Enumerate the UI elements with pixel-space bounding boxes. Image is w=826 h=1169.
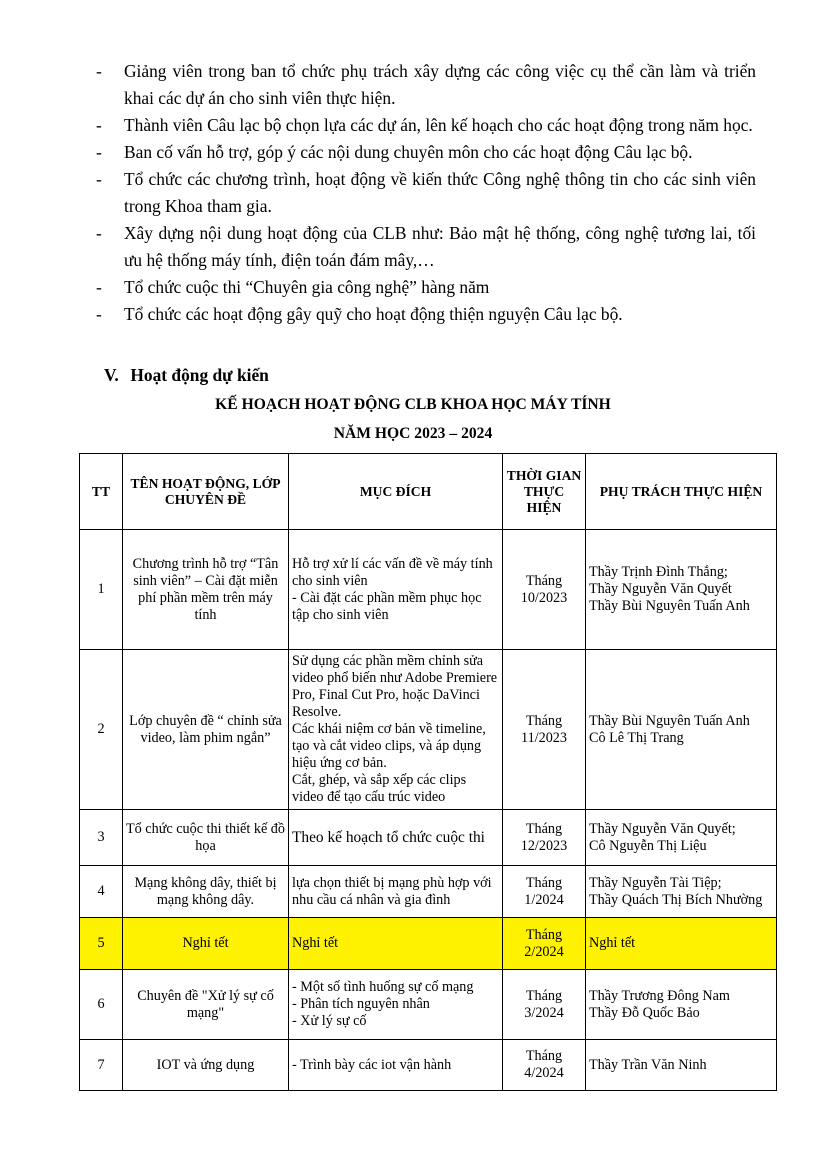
table-row: [80, 530, 777, 650]
table-row: [80, 650, 777, 810]
cell-owner: Nghỉ tết: [586, 918, 777, 970]
bullet-item: - Tổ chức cuộc thi “Chuyên gia công nghệ” hàng năm: [96, 277, 490, 297]
plan-year: NĂM HỌC 2023 – 2024: [333, 425, 493, 442]
cell-activity: IOT và ứng dụng: [123, 1040, 289, 1091]
cell-tt: 5: [80, 918, 123, 970]
table-header-row: [80, 454, 777, 530]
cell-activity: Lớp chuyên đề “ chỉnh sửa video, làm phim ngắn”: [123, 650, 289, 810]
cell-owner: Thầy Trần Văn Ninh: [586, 1040, 777, 1091]
header-activity: TÊN HOẠT ĐỘNG, LỚP CHUYÊN ĐỀ: [123, 454, 289, 530]
cell-activity: Nghỉ tết: [123, 918, 289, 970]
plan-title: KẾ HOẠCH HOẠT ĐỘNG CLB KHOA HỌC MÁY TÍNH: [215, 396, 611, 413]
bullet-item: - Giảng viên trong ban tổ chức phụ trách xây dựng các công việc cụ thể cần làm và triển khai các dự án cho sinh viên thực hiện.: [96, 61, 756, 108]
cell-purpose: - Trình bày các iot vận hành: [289, 1040, 503, 1091]
header-owner: PHỤ TRÁCH THỰC HIỆN: [586, 454, 777, 530]
cell-tt: 1: [80, 530, 123, 650]
bullet-item: - Ban cố vấn hỗ trợ, góp ý các nội dung chuyên môn cho các hoạt động Câu lạc bộ.: [96, 142, 693, 162]
cell-time: Tháng 10/2023: [503, 530, 586, 650]
cell-purpose: Theo kế hoạch tổ chức cuộc thi: [289, 810, 503, 866]
table-row: [80, 970, 777, 1040]
bullet-list: [96, 58, 756, 328]
cell-owner: Thầy Bùi Nguyên Tuấn Anh Cô Lê Thị Trang: [586, 650, 777, 810]
activity-plan-table: [79, 453, 777, 1091]
table-row: [80, 810, 777, 866]
cell-time: Tháng 3/2024: [503, 970, 586, 1040]
cell-activity: Mạng không dây, thiết bị mạng không dây.: [123, 866, 289, 918]
cell-time: Tháng 2/2024: [503, 918, 586, 970]
cell-owner: Thầy Nguyễn Tài Tiệp; Thầy Quách Thị Bích Nhường: [586, 866, 777, 918]
cell-time: Tháng 1/2024: [503, 866, 586, 918]
cell-purpose: Sử dụng các phần mềm chỉnh sửa video phổ biến như Adobe Premiere Pro, Final Cut Pro, hoặc DaVinci Resolve. Các khái niệm cơ bản về timeline, tạo và cắt video clips, và áp dụng hiệu ứng cơ bản. Cắt, ghép, và sắp xếp các clips video để tạo cấu trúc video: [289, 650, 503, 810]
bullet-item: - Tổ chức các chương trình, hoạt động về kiến thức Công nghệ thông tin cho các sinh viên trong Khoa tham gia.: [96, 169, 756, 216]
cell-activity: Tổ chức cuộc thi thiết kế đồ họa: [123, 810, 289, 866]
cell-activity: Chương trình hỗ trợ “Tân sinh viên” – Cài đặt miễn phí phần mềm trên máy tính: [123, 530, 289, 650]
cell-tt: 4: [80, 866, 123, 918]
cell-purpose: lựa chọn thiết bị mạng phù hợp với nhu cầu cá nhân và gia đình: [289, 866, 503, 918]
header-tt: TT: [80, 454, 123, 530]
bullet-item: - Xây dựng nội dung hoạt động của CLB như: Bảo mật hệ thống, công nghệ tương lai, tối ưu hệ thống máy tính, điện toán đám mây,…: [96, 223, 756, 270]
cell-tt: 3: [80, 810, 123, 866]
cell-tt: 2: [80, 650, 123, 810]
header-time: THỜI GIAN THỰC HIỆN: [503, 454, 586, 530]
cell-time: Tháng 11/2023: [503, 650, 586, 810]
cell-time: Tháng 12/2023: [503, 810, 586, 866]
cell-tt: 7: [80, 1040, 123, 1091]
header-purpose: MỤC ĐÍCH: [289, 454, 503, 530]
table-row: [80, 866, 777, 918]
cell-owner: Thầy Trịnh Đình Thắng; Thầy Nguyễn Văn Quyết Thầy Bùi Nguyên Tuấn Anh: [586, 530, 777, 650]
cell-activity: Chuyên đề "Xử lý sự cố mạng": [123, 970, 289, 1040]
cell-tt: 6: [80, 970, 123, 1040]
table-row: [80, 1040, 777, 1091]
cell-purpose: Nghỉ tết: [289, 918, 503, 970]
section-heading: V. Hoạt động dự kiến: [104, 365, 269, 385]
cell-owner: Thầy Nguyễn Văn Quyết; Cô Nguyễn Thị Liệu: [586, 810, 777, 866]
table-row-highlighted: [80, 918, 777, 970]
cell-purpose: - Một số tình huống sự cố mạng - Phân tích nguyên nhân - Xử lý sự cố: [289, 970, 503, 1040]
cell-time: Tháng 4/2024: [503, 1040, 586, 1091]
bullet-item: - Tổ chức các hoạt động gây quỹ cho hoạt động thiện nguyện Câu lạc bộ.: [96, 304, 623, 324]
bullet-item: - Thành viên Câu lạc bộ chọn lựa các dự án, lên kế hoạch cho các hoạt động trong năm học.: [96, 115, 753, 135]
cell-purpose: Hỗ trợ xử lí các vấn đề về máy tính cho sinh viên - Cài đặt các phần mềm phục học tập cho sinh viên: [289, 530, 503, 650]
cell-owner: Thầy Trương Đông Nam Thầy Đỗ Quốc Bảo: [586, 970, 777, 1040]
